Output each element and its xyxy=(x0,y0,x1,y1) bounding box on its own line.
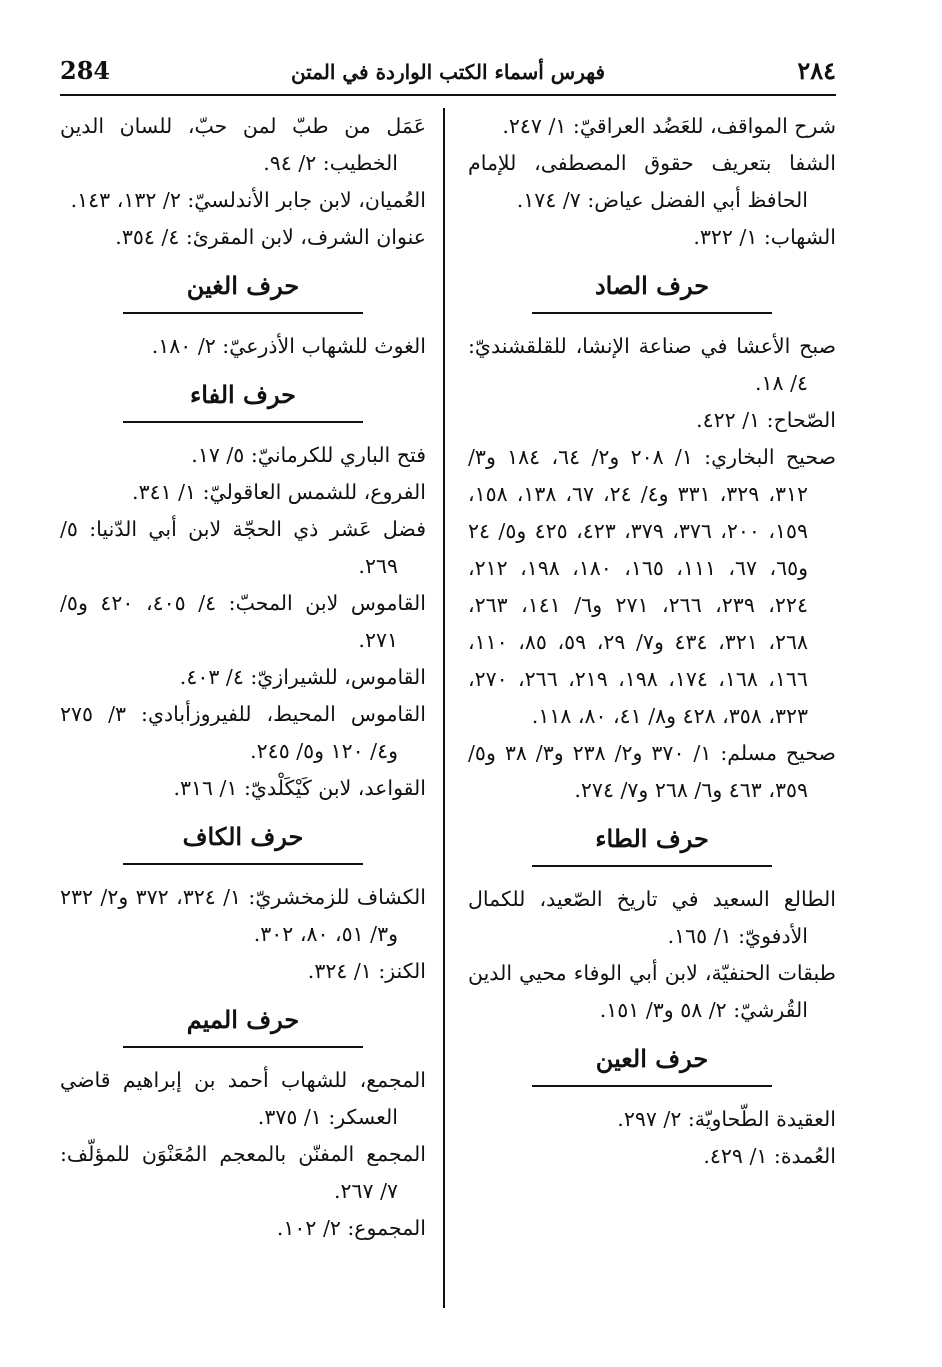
section-heading xyxy=(60,266,426,314)
heading-underline xyxy=(532,865,772,867)
index-entry: فتح الباري للكرمانيّ: ٥/ ١٧. xyxy=(191,443,426,467)
section-heading-text: حرف الطاء xyxy=(595,824,709,853)
section-heading xyxy=(60,375,426,423)
index-entry: صبح الأعشا في صناعة الإنشا، للقلقشنديّ: ٤/ ١٨. xyxy=(468,334,836,395)
page-number-arabic: ٢٨٤ xyxy=(797,56,836,85)
heading-underline xyxy=(532,1085,772,1087)
index-entry: الكنز: ١/ ٣٢٤. xyxy=(307,959,426,983)
section-heading-text: حرف الصاد xyxy=(594,271,710,300)
index-entry: العقيدة الطّحاويّة: ٢/ ٢٩٧. xyxy=(617,1107,836,1131)
running-title: فهرس أسماء الكتب الواردة في المتن xyxy=(290,60,606,84)
index-entry: المجمع، للشهاب أحمد بن إبراهيم قاضي العسكر: ١/ ٣٧٥. xyxy=(60,1068,426,1129)
page-number-latin: 284 xyxy=(60,56,111,85)
section-heading xyxy=(60,817,426,865)
heading-underline xyxy=(532,312,772,314)
index-entry: الشهاب: ١/ ٣٢٢. xyxy=(693,225,836,249)
section-heading-text: حرف الفاء xyxy=(189,380,297,409)
index-entry: شرح المواقف، للعَضُد العراقيّ: ١/ ٢٤٧. xyxy=(502,114,836,138)
index-entry: الصّحاح: ١/ ٤٢٢. xyxy=(696,408,836,432)
heading-underline xyxy=(123,312,363,314)
index-entry: القاموس، للشيرازيّ: ٤/ ٤٠٣. xyxy=(179,665,426,689)
index-entry: صحيح مسلم: ١/ ٣٧٠ و٢/ ٢٣٨ و٣/ ٣٨ و٥/ ٣٥٩، ٤٦٣ و٦/ ٢٦٨ و٧/ ٢٧٤. xyxy=(468,741,836,802)
index-entry: عَمَل من طبّ لمن حبّ، للسان الدين الخطيب: ٢/ ٩٤. xyxy=(60,114,426,175)
index-entry: القواعد، لابن كَيْكَلْديّ: ١/ ٣١٦. xyxy=(173,776,426,800)
index-entry: العُمدة: ١/ ٤٢٩. xyxy=(703,1144,836,1168)
right-column xyxy=(468,108,836,1175)
column-divider xyxy=(443,108,445,1308)
section-heading xyxy=(468,819,836,867)
section-heading-text: حرف الكاف xyxy=(182,822,304,851)
index-entry: المجمع المفنّن بالمعجم المُعَنْوَن للمؤلّف: ٧/ ٢٦٧. xyxy=(60,1142,426,1203)
section-heading-text: حرف العين xyxy=(595,1044,709,1073)
index-entry: القاموس لابن المحبّ: ٤/ ٤٠٥، ٤٢٠ و٥/ ٢٧١. xyxy=(60,591,426,652)
section-heading xyxy=(60,1000,426,1048)
index-entry: الفروع، للشمس العاقوليّ: ١/ ٣٤١. xyxy=(132,480,426,504)
index-entry: الطالع السعيد في تاريخ الصّعيد، للكمال الأدفويّ: ١/ ١٦٥. xyxy=(468,887,836,948)
index-entry: عنوان الشرف، لابن المقرئ: ٤/ ٣٥٤. xyxy=(115,225,426,249)
header-rule xyxy=(60,94,836,96)
left-column xyxy=(60,108,426,1247)
heading-underline xyxy=(123,421,363,423)
heading-underline xyxy=(123,1046,363,1048)
index-entry: صحيح البخاري: ١/ ٢٠٨ و٢/ ٦٤، ١٨٤ و٣/ ٣١٢، ٣٢٩، ٣٣١ و٤/ ٢٤، ٦٧، ١٣٨، ١٥٨، ١٥٩، ٢٠٠، ٣٧٦، ٣٧٩، ٤٢٣، ٤٢٥ و٥/ ٢٤ و٦٥، ٦٧، ١١١، ١٦٥، ١٨٠، ١٩٨، ٢١٢، ٢٢٤، ٢٣٩، ٢٦٦، ٢٧١ و٦/ ١٤١، ٢٦٣، ٢٦٨، ٣٢١، ٤٣٤ و٧/ ٢٩، ٥٩، ٨٥، ١١٠، ١٦٦، ١٦٨، ١٧٤، ١٩٨، ٢١٩، ٢٦٦، ٢٧٠، ٣٢٣، ٣٥٨، ٤٢٨ و٨/ ٤١، ٨٠، ١١٨. xyxy=(468,445,836,728)
section-heading-text: حرف الميم xyxy=(186,1005,300,1034)
index-entry: فضل عَشر ذي الحجّة لابن أبي الدّنيا: ٥/ ٢٦٩. xyxy=(60,517,426,578)
index-entry: طبقات الحنفيّة، لابن أبي الوفاء محيي الدين القُرشيّ: ٢/ ٥٨ و٣/ ١٥١. xyxy=(468,961,836,1022)
heading-underline xyxy=(123,863,363,865)
section-heading-text: حرف الغين xyxy=(186,271,300,300)
index-entry: الغوث للشهاب الأذرعيّ: ٢/ ١٨٠. xyxy=(151,334,426,358)
section-heading xyxy=(468,266,836,314)
section-heading xyxy=(468,1039,836,1087)
index-entry: القاموس المحيط، للفيروزأبادي: ٣/ ٢٧٥ و٤/ ١٢٠ و٥/ ٢٤٥. xyxy=(60,702,426,763)
index-entry: المجموع: ٢/ ١٠٢. xyxy=(276,1216,426,1240)
page-header xyxy=(60,56,836,88)
index-entry: العُميان، لابن جابر الأندلسيّ: ٢/ ١٣٢، ١٤٣. xyxy=(70,188,426,212)
index-entry: الشفا بتعريف حقوق المصطفى، للإمام الحافظ أبي الفضل عياض: ٧/ ١٧٤. xyxy=(468,151,836,212)
index-entry: الكشاف للزمخشريّ: ١/ ٣٢٤، ٣٧٢ و٢/ ٢٣٢ و٣/ ٥١، ٨٠، ٣٠٢. xyxy=(60,885,426,946)
